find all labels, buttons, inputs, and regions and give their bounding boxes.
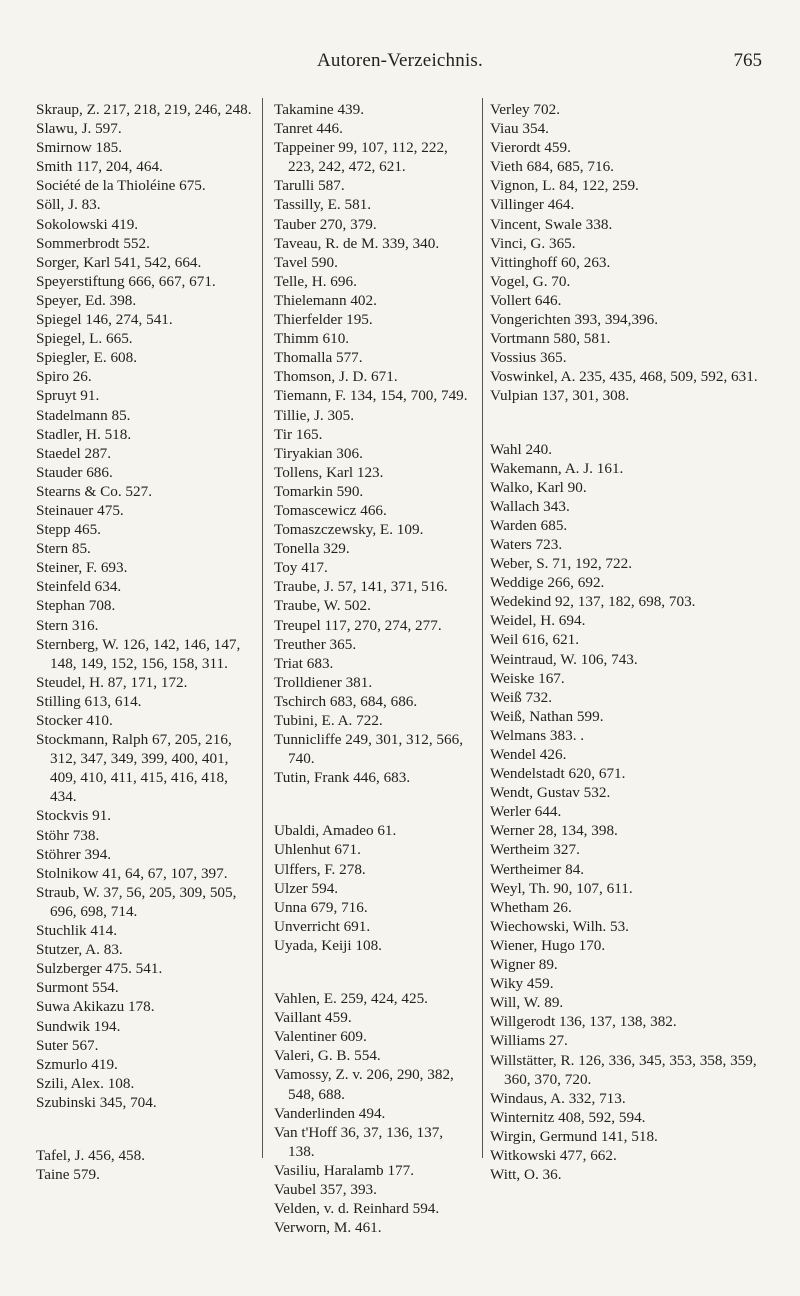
index-entry: Vincent, Swale 338. — [490, 215, 613, 233]
index-entry: Tavel 590. — [274, 253, 338, 271]
index-entry: Smith 117, 204, 464. — [36, 158, 163, 176]
index-entry: Willstätter, R. 126, 336, 345, 353, 358, 359, 360, 370, 720. — [490, 1051, 757, 1088]
index-entry: Trolldiener 381. — [274, 673, 373, 691]
index-entry: Société de la Thioléine 675. — [36, 177, 206, 195]
letter-group-gap — [36, 1112, 254, 1146]
index-entry: Szubinski 345, 704. — [36, 1093, 157, 1111]
index-entry: Taine 579. — [36, 1166, 100, 1184]
index-entry: Tappeiner 99, 107, 112, 222, 223, 242, 472, 621. — [274, 139, 448, 176]
index-entry: Suwa Akikazu 178. — [36, 998, 155, 1016]
letter-group-gap — [274, 787, 472, 821]
index-entry: Werler 644. — [490, 803, 562, 821]
index-entry: Wakemann, A. J. 161. — [490, 459, 624, 477]
index-column-1 — [36, 100, 254, 1184]
index-entry: Stadler, H. 518. — [36, 425, 132, 443]
index-entry: Uhlenhut 671. — [274, 841, 361, 859]
index-entry: Welmans 383. . — [490, 726, 585, 744]
index-entry: Tschirch 683, 684, 686. — [274, 692, 418, 710]
index-entry: Traube, W. 502. — [274, 597, 371, 615]
index-entry: Vongerichten 393, 394,396. — [490, 311, 659, 329]
index-entry: Speyer, Ed. 398. — [36, 291, 137, 309]
index-entry: Stearns & Co. 527. — [36, 482, 153, 500]
index-entry: Ulzer 594. — [274, 879, 339, 897]
index-entry: Windaus, A. 332, 713. — [490, 1089, 626, 1107]
index-entry: Weber, S. 71, 192, 722. — [490, 555, 633, 573]
index-entry: Skraup, Z. 217, 218, 219, 246, 248. — [36, 101, 252, 118]
index-entry: Wiechowski, Wilh. 53. — [490, 917, 629, 935]
index-entry: Tillie, J. 305. — [274, 406, 355, 424]
index-entry: Stockmann, Ralph 67, 205, 216, 312, 347, 349, 399, 400, 401, 409, 410, 411, 415, 416, 418, 434. — [36, 731, 232, 806]
index-entry: Vaillant 459. — [274, 1009, 352, 1027]
index-entry: Sokolowski 419. — [36, 215, 139, 233]
index-entry: Viau 354. — [490, 120, 549, 138]
index-entry: Söll, J. 83. — [36, 196, 101, 214]
index-entry: Wendel 426. — [490, 746, 567, 763]
index-entry: Voswinkel, A. 235, 435, 468, 509, 592, 631. — [490, 368, 758, 386]
index-entry: Stern 316. — [36, 616, 99, 634]
index-entry: Will, W. 89. — [490, 994, 564, 1012]
index-entry: Tubini, E. A. 722. — [274, 712, 383, 729]
column-divider — [482, 98, 483, 1158]
index-entry: Vahlen, E. 259, 424, 425. — [274, 990, 428, 1008]
index-entry: Tarulli 587. — [274, 177, 345, 195]
index-entry: Spiegel 146, 274, 541. — [36, 311, 173, 329]
index-entry: Surmont 554. — [36, 979, 119, 997]
index-entry: Tiryakian 306. — [274, 444, 363, 462]
index-entry: Verworn, M. 461. — [274, 1219, 382, 1237]
index-entry: Stadelmann 85. — [36, 406, 131, 424]
index-entry: Tomarkin 590. — [274, 482, 364, 500]
index-entry: Vogel, G. 70. — [490, 272, 571, 290]
entry-group — [274, 100, 472, 787]
index-entry: Steiner, F. 693. — [36, 559, 128, 577]
index-entry: Weintraud, W. 106, 743. — [490, 650, 638, 668]
index-entry: Spiro 26. — [36, 368, 92, 386]
index-entry: Tomascewicz 466. — [274, 501, 387, 519]
index-entry: Weyl, Th. 90, 107, 611. — [490, 879, 633, 897]
index-column-3 — [490, 100, 760, 1184]
entry-group — [274, 821, 472, 955]
index-entry: Telle, H. 696. — [274, 272, 357, 290]
index-entry: Stuchlik 414. — [36, 922, 118, 940]
index-entry: Stolnikow 41, 64, 67, 107, 397. — [36, 864, 228, 882]
index-entry: Weil 616, 621. — [490, 631, 580, 649]
index-entry: Wiky 459. — [490, 975, 554, 993]
index-entry: Takamine 439. — [274, 101, 365, 118]
index-entry: Werner 28, 134, 398. — [490, 822, 618, 840]
index-entry: Vulpian 137, 301, 308. — [490, 387, 630, 405]
letter-group-gap — [274, 955, 472, 989]
index-entry: Sulzberger 475. 541. — [36, 960, 163, 978]
column-divider — [262, 98, 263, 1158]
index-entry: Vortmann 580, 581. — [490, 330, 611, 348]
index-entry: Ubaldi, Amadeo 61. — [274, 822, 397, 840]
index-entry: Wirgin, Germund 141, 518. — [490, 1127, 658, 1145]
index-entry: Suter 567. — [36, 1036, 99, 1054]
index-entry: Sundwik 194. — [36, 1017, 121, 1035]
index-entry: Thierfelder 195. — [274, 311, 373, 329]
page-header — [0, 50, 800, 80]
index-entry: Waters 723. — [490, 535, 563, 553]
entry-group — [490, 100, 760, 406]
index-entry: Sommerbrodt 552. — [36, 234, 150, 252]
index-entry: Slawu, J. 597. — [36, 120, 122, 138]
index-column-2 — [274, 100, 472, 1237]
index-entry: Vanderlinden 494. — [274, 1104, 386, 1122]
index-entry: Stepp 465. — [36, 521, 101, 539]
index-entry: Sorger, Karl 541, 542, 664. — [36, 253, 202, 271]
index-entry: Szmurlo 419. — [36, 1055, 118, 1073]
index-entry: Valentiner 609. — [274, 1028, 367, 1046]
index-entry: Wiener, Hugo 170. — [490, 936, 606, 954]
index-entry: Tollens, Karl 123. — [274, 463, 384, 481]
index-entry: Vierordt 459. — [490, 139, 571, 157]
index-entry: Tunnicliffe 249, 301, 312, 566, 740. — [274, 731, 464, 768]
index-entry: Traube, J. 57, 141, 371, 516. — [274, 578, 448, 596]
entry-group — [36, 100, 254, 1112]
index-entry: Stutzer, A. 83. — [36, 941, 123, 959]
index-entry: Stöhrer 394. — [36, 845, 112, 863]
index-entry: Tonella 329. — [274, 540, 350, 558]
index-entry: Spruyt 91. — [36, 387, 100, 405]
index-entry: Treuther 365. — [274, 635, 357, 653]
index-entry: Staedel 287. — [36, 444, 112, 462]
page-number: 765 — [733, 50, 762, 71]
entry-group — [36, 1146, 254, 1184]
index-entry: Stocker 410. — [36, 712, 113, 729]
index-entry: Wendelstadt 620, 671. — [490, 765, 626, 783]
index-entry: Smirnow 185. — [36, 139, 123, 157]
index-entry: Ulffers, F. 278. — [274, 860, 366, 878]
index-entry: Vaubel 357, 393. — [274, 1180, 377, 1198]
index-entry: Tauber 270, 379. — [274, 215, 377, 233]
index-entry: Vignon, L. 84, 122, 259. — [490, 177, 639, 195]
index-entry: Wedekind 92, 137, 182, 698, 703. — [490, 593, 696, 611]
index-entry: Uyada, Keiji 108. — [274, 936, 382, 954]
running-title: Autoren-Verzeichnis. — [317, 50, 483, 71]
index-entry: Treupel 117, 270, 274, 277. — [274, 616, 442, 634]
index-entry: Verley 702. — [490, 101, 561, 118]
index-entry: Stephan 708. — [36, 597, 116, 615]
index-entry: Valeri, G. B. 554. — [274, 1047, 381, 1065]
entry-group — [274, 989, 472, 1237]
index-entry: Willgerodt 136, 137, 138, 382. — [490, 1013, 677, 1031]
index-entry: Toy 417. — [274, 559, 328, 577]
index-entry: Weiske 167. — [490, 669, 565, 687]
index-entry: Villinger 464. — [490, 196, 575, 214]
index-entry: Triat 683. — [274, 654, 334, 672]
index-entry: Whetham 26. — [490, 898, 572, 916]
index-entry: Witkowski 477, 662. — [490, 1146, 617, 1164]
index-entry: Spiegel, L. 665. — [36, 330, 133, 348]
index-entry: Witt, O. 36. — [490, 1166, 562, 1184]
entry-group — [490, 440, 760, 1185]
index-entry: Sternberg, W. 126, 142, 146, 147, 148, 149, 152, 156, 158, 311. — [36, 635, 241, 672]
index-entry: Steinfeld 634. — [36, 578, 122, 596]
index-entry: Weddige 266, 692. — [490, 574, 605, 592]
index-entry: Straub, W. 37, 56, 205, 309, 505, 696, 698, 714. — [36, 883, 237, 920]
index-entry: Velden, v. d. Reinhard 594. — [274, 1200, 440, 1218]
index-entry: Vieth 684, 685, 716. — [490, 158, 614, 176]
index-entry: Warden 685. — [490, 516, 568, 534]
index-entry: Taveau, R. de M. 339, 340. — [274, 234, 440, 252]
index-entry: Tassilly, E. 581. — [274, 196, 372, 214]
index-entry: Tir 165. — [274, 425, 323, 443]
index-entry: Tafel, J. 456, 458. — [36, 1146, 146, 1164]
index-entry: Stockvis 91. — [36, 807, 112, 825]
index-entry: Vossius 365. — [490, 349, 567, 367]
letter-group-gap — [490, 406, 760, 440]
index-entry: Weiß, Nathan 599. — [490, 707, 604, 725]
index-entry: Stilling 613, 614. — [36, 692, 142, 710]
index-entry: Stauder 686. — [36, 463, 113, 481]
index-entry: Wertheimer 84. — [490, 860, 585, 878]
index-entry: Vamossy, Z. v. 206, 290, 382, 548, 688. — [274, 1066, 454, 1103]
index-entry: Thielemann 402. — [274, 291, 377, 309]
index-entry: Wallach 343. — [490, 497, 570, 515]
index-entry: Stöhr 738. — [36, 826, 100, 844]
index-entry: Spiegler, E. 608. — [36, 349, 138, 367]
index-entry: Steinauer 475. — [36, 501, 124, 519]
index-entry: Weidel, H. 694. — [490, 612, 586, 630]
index-entry: Wertheim 327. — [490, 841, 580, 859]
index-entry: Vasiliu, Haralamb 177. — [274, 1161, 415, 1179]
index-entry: Tutin, Frank 446, 683. — [274, 769, 411, 787]
index-entry: Vollert 646. — [490, 291, 562, 309]
index-entry: Unverricht 691. — [274, 917, 371, 935]
index-entry: Winternitz 408, 592, 594. — [490, 1108, 646, 1126]
index-entry: Thomson, J. D. 671. — [274, 368, 398, 386]
index-entry: Stern 85. — [36, 540, 91, 558]
index-entry: Vinci, G. 365. — [490, 234, 576, 252]
index-entry: Weiß 732. — [490, 688, 553, 706]
index-entry: Walko, Karl 90. — [490, 478, 587, 496]
index-entry: Thimm 610. — [274, 330, 350, 348]
index-entry: Wigner 89. — [490, 956, 558, 974]
index-entry: Szili, Alex. 108. — [36, 1074, 135, 1092]
index-entry: Speyerstiftung 666, 667, 671. — [36, 272, 216, 290]
index-entry: Vittinghoff 60, 263. — [490, 253, 611, 271]
index-entry: Thomalla 577. — [274, 349, 363, 367]
index-entry: Steudel, H. 87, 171, 172. — [36, 673, 188, 691]
index-entry: Tanret 446. — [274, 120, 343, 138]
index-entry: Tiemann, F. 134, 154, 700, 749. — [274, 387, 468, 405]
index-entry: Van t'Hoff 36, 37, 136, 137, 138. — [274, 1123, 444, 1160]
index-entry: Unna 679, 716. — [274, 898, 368, 916]
index-entry: Tomaszczewsky, E. 109. — [274, 521, 424, 539]
index-entry: Wahl 240. — [490, 440, 553, 458]
index-entry: Wendt, Gustav 532. — [490, 784, 611, 802]
index-entry: Williams 27. — [490, 1032, 568, 1050]
